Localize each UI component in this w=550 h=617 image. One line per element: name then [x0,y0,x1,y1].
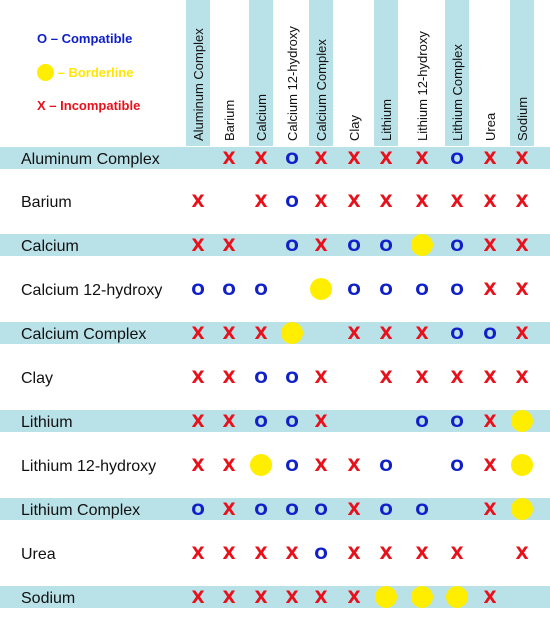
incompatible-mark: X [483,368,497,388]
compatible-mark: O [285,368,299,387]
incompatible-mark: X [191,368,205,388]
compatible-mark: O [222,280,236,299]
column-label-lithium-complex: Lithium Complex [450,44,465,141]
compatible-mark: O [347,236,361,255]
row-label-urea: Urea [21,546,56,563]
compatible-mark: O [254,368,268,387]
incompatible-mark: X [347,456,361,476]
borderline-mark [310,278,332,300]
incompatible-mark: X [515,192,529,212]
incompatible-mark: X [222,500,236,520]
column-label-sodium: Sodium [515,96,530,141]
compatible-mark: O [379,456,393,475]
incompatible-mark: X [379,544,393,564]
incompatible-mark: X [254,324,268,344]
row-label-barium: Barium [21,194,72,211]
incompatible-mark: X [483,588,497,608]
incompatible-mark: X [415,544,429,564]
borderline-mark [411,586,433,608]
compatible-mark: O [483,324,497,343]
incompatible-mark: X [379,324,393,344]
incompatible-mark: X [415,368,429,388]
legend-incompatible-symbol: X [37,98,46,113]
incompatible-mark: X [483,456,497,476]
incompatible-mark: X [347,588,361,608]
incompatible-mark: X [515,324,529,344]
legend-incompatible-text: – Incompatible [49,98,141,113]
legend-borderline-text: – Borderline [57,65,134,80]
column-label-clay: Clay [347,114,362,141]
compatible-mark: O [285,500,299,519]
incompatible-mark: X [222,456,236,476]
incompatible-mark: X [314,192,328,212]
row-label-clay: Clay [21,370,54,387]
incompatible-mark: X [191,588,205,608]
incompatible-mark: X [415,192,429,212]
row-label-aluminum-complex: Aluminum Complex [21,151,160,168]
compatible-mark: O [415,280,429,299]
incompatible-mark: X [314,412,328,432]
incompatible-mark: X [222,368,236,388]
incompatible-mark: X [222,149,236,169]
incompatible-mark: X [483,280,497,300]
incompatible-mark: X [483,149,497,169]
incompatible-mark: X [222,324,236,344]
incompatible-mark: X [314,368,328,388]
incompatible-mark: X [314,236,328,256]
incompatible-mark: X [483,236,497,256]
incompatible-mark: X [347,500,361,520]
compatible-mark: O [379,500,393,519]
column-label-lithium: Lithium [379,99,394,141]
row-label-calcium-12-hydroxy: Calcium 12-hydroxy [21,282,163,299]
incompatible-mark: X [191,192,205,212]
borderline-mark [446,586,468,608]
incompatible-mark: X [483,192,497,212]
incompatible-mark: X [450,544,464,564]
row-label-lithium: Lithium [21,414,73,431]
column-label-aluminum-complex: Aluminum Complex [191,28,206,141]
incompatible-mark: X [191,412,205,432]
borderline-mark [375,586,397,608]
incompatible-mark: X [379,192,393,212]
row-band [0,410,550,432]
row-label-calcium: Calcium [21,238,79,255]
compatible-mark: O [450,149,464,168]
incompatible-mark: X [347,324,361,344]
compatible-mark: O [314,500,328,519]
column-label-calcium-complex: Calcium Complex [314,39,329,141]
borderline-mark [411,234,433,256]
incompatible-mark: X [379,368,393,388]
incompatible-mark: X [222,236,236,256]
compatible-mark: O [347,280,361,299]
column-label-calcium-12-hydroxy: Calcium 12-hydroxy [285,26,300,141]
borderline-mark [511,454,533,476]
incompatible-mark: X [222,412,236,432]
incompatible-mark: X [285,544,299,564]
incompatible-mark: X [222,544,236,564]
incompatible-mark: X [191,544,205,564]
compatible-mark: O [450,412,464,431]
compatible-mark: O [285,236,299,255]
incompatible-mark: X [515,544,529,564]
row-label-sodium: Sodium [21,590,76,607]
borderline-mark [511,498,533,520]
compatible-mark: O [254,280,268,299]
incompatible-mark: X [191,456,205,476]
incompatible-mark: X [254,192,268,212]
row-label-lithium-complex: Lithium Complex [21,502,141,519]
column-label-calcium: Calcium [254,94,269,141]
incompatible-mark: X [415,149,429,169]
incompatible-mark: X [379,149,393,169]
incompatible-mark: X [515,368,529,388]
compatible-mark: O [450,236,464,255]
compatible-mark: O [254,500,268,519]
incompatible-mark: X [347,149,361,169]
incompatible-mark: X [515,149,529,169]
incompatible-mark: X [285,588,299,608]
legend-compatible-symbol: O [37,31,48,46]
incompatible-mark: X [191,236,205,256]
compatible-mark: O [450,280,464,299]
borderline-mark [281,322,303,344]
incompatible-mark: X [191,324,205,344]
incompatible-mark: X [254,149,268,169]
incompatible-mark: X [254,544,268,564]
compatible-mark: O [254,412,268,431]
compatible-mark: O [285,412,299,431]
compatible-mark: O [191,280,205,299]
column-label-lithium-12-hydroxy: Lithium 12-hydroxy [415,31,430,141]
incompatible-mark: X [450,192,464,212]
incompatible-mark: X [515,280,529,300]
compatible-mark: O [415,500,429,519]
row-band [0,234,550,256]
incompatible-mark: X [515,236,529,256]
compatible-mark: O [191,500,205,519]
compatible-mark: O [285,149,299,168]
incompatible-mark: X [314,588,328,608]
compatible-mark: O [415,412,429,431]
column-label-urea: Urea [483,112,498,141]
incompatible-mark: X [483,500,497,520]
legend-compatible-text: – Compatible [50,31,133,46]
borderline-mark [511,410,533,432]
row-label-calcium-complex: Calcium Complex [21,326,147,343]
incompatible-mark: X [314,149,328,169]
compatible-mark: O [285,192,299,211]
compatible-mark: O [285,456,299,475]
incompatible-mark: X [222,588,236,608]
incompatible-mark: X [450,368,464,388]
column-label-barium: Barium [222,99,237,141]
borderline-mark [250,454,272,476]
incompatible-mark: X [415,324,429,344]
compatible-mark: O [314,544,328,563]
incompatible-mark: X [347,192,361,212]
row-label-lithium-12-hydroxy: Lithium 12-hydroxy [21,458,157,475]
incompatible-mark: X [483,412,497,432]
compatible-mark: O [450,324,464,343]
incompatible-mark: X [314,456,328,476]
compatible-mark: O [450,456,464,475]
compatible-mark: O [379,236,393,255]
incompatible-mark: X [254,588,268,608]
incompatible-mark: X [347,544,361,564]
compatible-mark: O [379,280,393,299]
